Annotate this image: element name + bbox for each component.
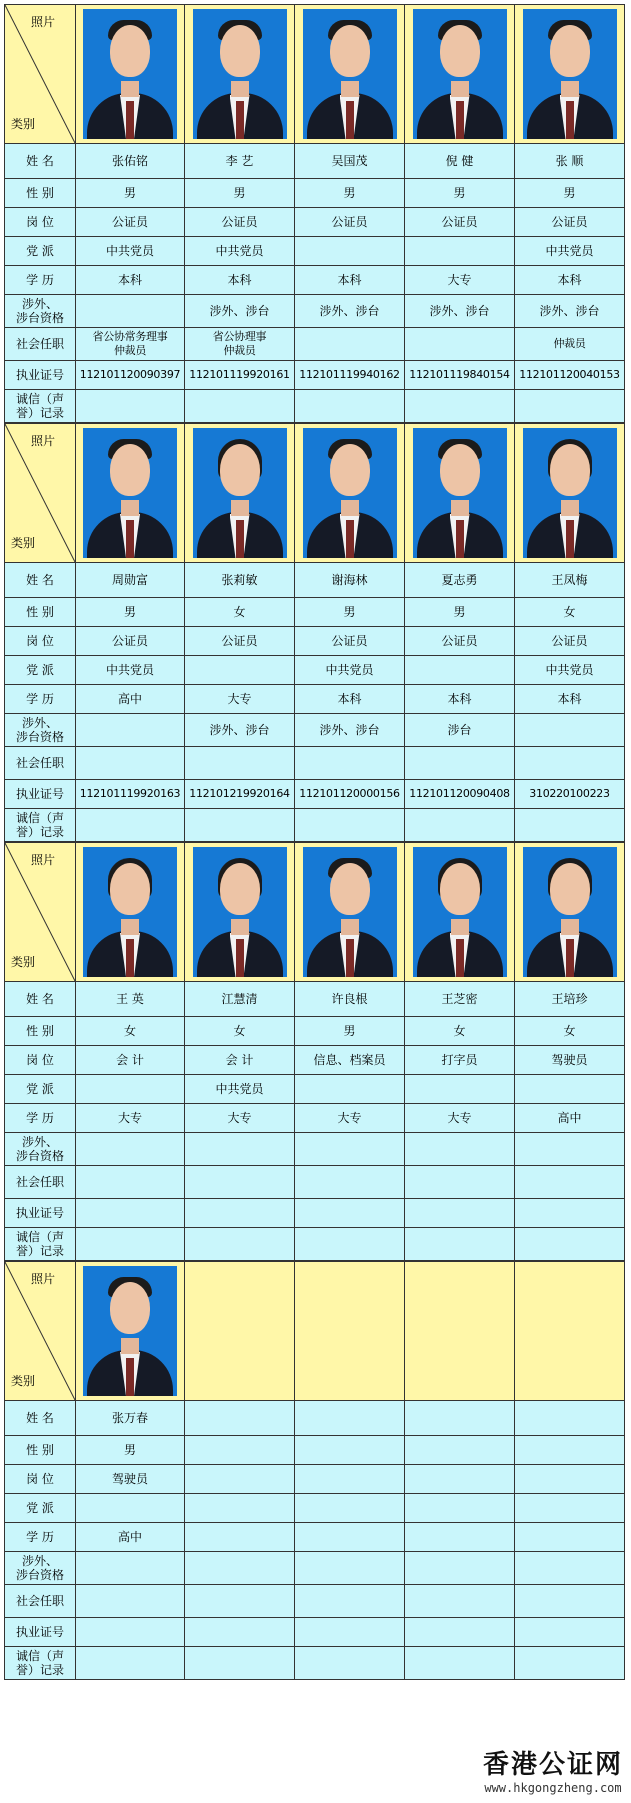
row-label: 社会任职 xyxy=(5,1585,76,1618)
staff-field-cell: 吴国茂 xyxy=(295,144,405,179)
staff-portrait xyxy=(413,428,507,558)
staff-field-cell xyxy=(76,809,185,842)
staff-field-cell: 夏志勇 xyxy=(405,563,515,598)
staff-field-cell: 张莉敏 xyxy=(185,563,295,598)
staff-field-cell: 男 xyxy=(515,179,625,208)
staff-field-cell xyxy=(185,1401,295,1436)
staff-field-cell: 涉外、涉台 xyxy=(295,295,405,328)
photo-cell xyxy=(76,424,185,563)
photo-cell xyxy=(515,424,625,563)
staff-field-cell xyxy=(76,1075,185,1104)
empty-photo-cell xyxy=(295,1262,405,1401)
staff-portrait xyxy=(523,847,617,977)
row-label: 性 别 xyxy=(5,1017,76,1046)
photo-cell xyxy=(295,5,405,144)
staff-field-cell: 男 xyxy=(76,179,185,208)
row-label: 涉外、 涉台资格 xyxy=(5,1133,76,1166)
row-label: 性 别 xyxy=(5,1436,76,1465)
staff-field-cell xyxy=(295,1618,405,1647)
staff-field-cell xyxy=(515,1618,625,1647)
header-corner-cell xyxy=(5,5,76,144)
staff-field-cell xyxy=(405,1133,515,1166)
staff-field-cell: 公证员 xyxy=(76,208,185,237)
row-label: 学 历 xyxy=(5,1104,76,1133)
category-header-label: 类别 xyxy=(11,117,36,131)
staff-field-cell xyxy=(405,1618,515,1647)
staff-field-cell xyxy=(515,1585,625,1618)
staff-field-cell: 112101120090408 xyxy=(405,780,515,809)
staff-field-cell xyxy=(405,390,515,423)
row-label: 涉外、 涉台资格 xyxy=(5,1552,76,1585)
row-label: 姓 名 xyxy=(5,1401,76,1436)
staff-field-cell xyxy=(405,1647,515,1680)
staff-field-cell: 女 xyxy=(76,1017,185,1046)
row-label: 执业证号 xyxy=(5,361,76,390)
staff-field-cell xyxy=(295,1552,405,1585)
staff-field-cell: 王 英 xyxy=(76,982,185,1017)
header-corner-cell xyxy=(5,1262,76,1401)
row-label: 诚信（声 誉）记录 xyxy=(5,1647,76,1680)
staff-field-cell xyxy=(76,1199,185,1228)
staff-field-cell xyxy=(515,809,625,842)
staff-field-cell: 涉外、涉台 xyxy=(185,714,295,747)
staff-field-cell xyxy=(295,1647,405,1680)
staff-field-cell: 许良根 xyxy=(295,982,405,1017)
row-label: 岗 位 xyxy=(5,208,76,237)
staff-field-cell: 谢海林 xyxy=(295,563,405,598)
staff-field-cell: 涉外、涉台 xyxy=(515,295,625,328)
staff-field-cell: 本科 xyxy=(76,266,185,295)
staff-field-cell xyxy=(76,1166,185,1199)
staff-field-cell xyxy=(185,1436,295,1465)
staff-field-cell: 公证员 xyxy=(405,208,515,237)
staff-field-cell xyxy=(295,1494,405,1523)
staff-portrait xyxy=(193,9,287,139)
staff-field-cell: 大专 xyxy=(295,1104,405,1133)
staff-field-cell: 112101120000156 xyxy=(295,780,405,809)
staff-field-cell: 男 xyxy=(76,1436,185,1465)
staff-portrait xyxy=(413,847,507,977)
row-label: 学 历 xyxy=(5,266,76,295)
staff-field-cell xyxy=(185,1585,295,1618)
staff-field-cell xyxy=(515,1228,625,1261)
staff-field-cell: 中共党员 xyxy=(295,656,405,685)
staff-field-cell: 大专 xyxy=(185,1104,295,1133)
photo-cell xyxy=(405,843,515,982)
photo-header-label: 照片 xyxy=(31,1272,56,1286)
staff-portrait xyxy=(83,1266,177,1396)
photo-header-label: 照片 xyxy=(31,15,56,29)
staff-field-cell: 公证员 xyxy=(515,208,625,237)
staff-field-cell xyxy=(185,390,295,423)
row-label: 执业证号 xyxy=(5,1618,76,1647)
staff-field-cell: 高中 xyxy=(76,1523,185,1552)
staff-field-cell: 王芝密 xyxy=(405,982,515,1017)
staff-portrait xyxy=(303,428,397,558)
row-label: 涉外、 涉台资格 xyxy=(5,714,76,747)
staff-field-cell xyxy=(515,1494,625,1523)
row-label: 执业证号 xyxy=(5,1199,76,1228)
staff-field-cell xyxy=(185,1199,295,1228)
row-label: 社会任职 xyxy=(5,328,76,361)
staff-field-cell: 男 xyxy=(295,1017,405,1046)
staff-portrait xyxy=(83,847,177,977)
staff-field-cell: 中共党员 xyxy=(515,656,625,685)
staff-field-cell: 涉台 xyxy=(405,714,515,747)
staff-field-cell: 涉外、涉台 xyxy=(185,295,295,328)
row-label: 性 别 xyxy=(5,598,76,627)
staff-field-cell xyxy=(515,1647,625,1680)
staff-field-cell: 中共党员 xyxy=(185,1075,295,1104)
staff-field-cell xyxy=(405,1465,515,1494)
category-header-label: 类别 xyxy=(11,955,36,969)
photo-cell xyxy=(185,5,295,144)
row-label: 姓 名 xyxy=(5,563,76,598)
staff-field-cell xyxy=(185,1618,295,1647)
staff-field-cell xyxy=(185,1494,295,1523)
photo-cell xyxy=(185,843,295,982)
staff-field-cell: 本科 xyxy=(295,266,405,295)
watermark-url: www.hkgongzheng.com xyxy=(484,1781,622,1795)
staff-field-cell: 仲裁员 xyxy=(515,328,625,361)
staff-directory xyxy=(4,4,624,1680)
staff-field-cell xyxy=(185,656,295,685)
staff-field-cell xyxy=(76,390,185,423)
staff-field-cell: 男 xyxy=(405,598,515,627)
staff-field-cell xyxy=(515,747,625,780)
staff-field-cell xyxy=(405,1075,515,1104)
staff-field-cell xyxy=(76,1618,185,1647)
staff-field-cell: 112101120090397 xyxy=(76,361,185,390)
staff-field-cell xyxy=(405,1494,515,1523)
staff-field-cell: 男 xyxy=(295,179,405,208)
staff-field-cell xyxy=(295,1465,405,1494)
staff-field-cell: 省公协理事 仲裁员 xyxy=(185,328,295,361)
staff-field-cell xyxy=(295,1228,405,1261)
header-corner-cell xyxy=(5,843,76,982)
empty-photo-cell xyxy=(515,1262,625,1401)
staff-field-cell: 女 xyxy=(185,1017,295,1046)
header-corner-cell xyxy=(5,424,76,563)
staff-field-cell: 打字员 xyxy=(405,1046,515,1075)
staff-field-cell: 信息、档案员 xyxy=(295,1046,405,1075)
staff-field-cell xyxy=(295,809,405,842)
row-label: 诚信（声 誉）记录 xyxy=(5,390,76,423)
staff-field-cell xyxy=(405,1166,515,1199)
staff-field-cell: 公证员 xyxy=(185,627,295,656)
empty-photo-cell xyxy=(185,1262,295,1401)
row-label: 岗 位 xyxy=(5,1465,76,1494)
staff-field-cell xyxy=(515,1465,625,1494)
staff-field-cell: 公证员 xyxy=(405,627,515,656)
staff-field-cell: 驾驶员 xyxy=(76,1465,185,1494)
staff-field-cell xyxy=(185,1133,295,1166)
staff-field-cell: 高中 xyxy=(515,1104,625,1133)
staff-field-cell: 中共党员 xyxy=(515,237,625,266)
photo-cell xyxy=(76,1262,185,1401)
staff-field-cell: 男 xyxy=(405,179,515,208)
photo-cell xyxy=(515,843,625,982)
row-label: 性 别 xyxy=(5,179,76,208)
staff-field-cell: 女 xyxy=(515,1017,625,1046)
staff-field-cell: 大专 xyxy=(185,685,295,714)
staff-field-cell: 张佑铭 xyxy=(76,144,185,179)
staff-field-cell: 112101119920161 xyxy=(185,361,295,390)
staff-field-cell xyxy=(295,1436,405,1465)
row-label: 党 派 xyxy=(5,1494,76,1523)
staff-field-cell: 112101120040153 xyxy=(515,361,625,390)
staff-field-cell xyxy=(515,714,625,747)
empty-photo-cell xyxy=(405,1262,515,1401)
staff-field-cell xyxy=(185,1647,295,1680)
staff-field-cell xyxy=(405,1552,515,1585)
staff-section xyxy=(4,4,625,423)
staff-field-cell: 江慧清 xyxy=(185,982,295,1017)
photo-cell xyxy=(405,424,515,563)
staff-field-cell: 涉外、涉台 xyxy=(295,714,405,747)
photo-cell xyxy=(515,5,625,144)
staff-field-cell xyxy=(405,809,515,842)
staff-field-cell xyxy=(515,1401,625,1436)
staff-field-cell xyxy=(295,747,405,780)
row-label: 学 历 xyxy=(5,685,76,714)
staff-field-cell xyxy=(405,1436,515,1465)
staff-field-cell xyxy=(405,656,515,685)
staff-field-cell xyxy=(295,1585,405,1618)
staff-portrait xyxy=(523,9,617,139)
photo-cell xyxy=(76,843,185,982)
row-label: 姓 名 xyxy=(5,144,76,179)
row-label: 党 派 xyxy=(5,237,76,266)
staff-field-cell: 公证员 xyxy=(295,208,405,237)
staff-field-cell: 中共党员 xyxy=(76,656,185,685)
staff-field-cell xyxy=(515,390,625,423)
staff-field-cell: 中共党员 xyxy=(76,237,185,266)
row-label: 学 历 xyxy=(5,1523,76,1552)
row-label: 执业证号 xyxy=(5,780,76,809)
staff-field-cell xyxy=(405,1228,515,1261)
staff-field-cell: 公证员 xyxy=(185,208,295,237)
staff-field-cell xyxy=(295,1199,405,1228)
staff-field-cell: 省公协常务理事 仲裁员 xyxy=(76,328,185,361)
staff-field-cell: 大专 xyxy=(405,1104,515,1133)
staff-field-cell xyxy=(185,747,295,780)
staff-field-cell xyxy=(405,1523,515,1552)
staff-field-cell xyxy=(76,295,185,328)
staff-field-cell: 王培珍 xyxy=(515,982,625,1017)
staff-field-cell xyxy=(76,747,185,780)
staff-field-cell: 本科 xyxy=(515,266,625,295)
staff-field-cell: 112101219920164 xyxy=(185,780,295,809)
staff-field-cell: 本科 xyxy=(405,685,515,714)
staff-field-cell xyxy=(295,1166,405,1199)
staff-field-cell: 大专 xyxy=(76,1104,185,1133)
photo-cell xyxy=(295,424,405,563)
staff-section xyxy=(4,423,625,842)
row-label: 姓 名 xyxy=(5,982,76,1017)
staff-field-cell: 本科 xyxy=(185,266,295,295)
staff-field-cell xyxy=(76,1585,185,1618)
staff-portrait xyxy=(413,9,507,139)
row-label: 社会任职 xyxy=(5,747,76,780)
staff-field-cell: 周勋富 xyxy=(76,563,185,598)
staff-field-cell xyxy=(76,1552,185,1585)
staff-field-cell: 会 计 xyxy=(185,1046,295,1075)
staff-field-cell xyxy=(295,237,405,266)
staff-field-cell: 112101119840154 xyxy=(405,361,515,390)
photo-cell xyxy=(295,843,405,982)
photo-cell xyxy=(405,5,515,144)
staff-field-cell xyxy=(76,1647,185,1680)
staff-field-cell: 男 xyxy=(185,179,295,208)
staff-field-cell xyxy=(515,1133,625,1166)
row-label: 党 派 xyxy=(5,656,76,685)
photo-cell xyxy=(76,5,185,144)
staff-field-cell xyxy=(295,1401,405,1436)
staff-field-cell: 驾驶员 xyxy=(515,1046,625,1075)
staff-field-cell xyxy=(515,1075,625,1104)
row-label: 岗 位 xyxy=(5,1046,76,1075)
photo-cell xyxy=(185,424,295,563)
category-header-label: 类别 xyxy=(11,536,36,550)
staff-field-cell xyxy=(295,1133,405,1166)
photo-header-label: 照片 xyxy=(31,434,56,448)
staff-field-cell: 公证员 xyxy=(515,627,625,656)
staff-field-cell xyxy=(405,1585,515,1618)
staff-field-cell: 王凤梅 xyxy=(515,563,625,598)
staff-field-cell xyxy=(185,1523,295,1552)
staff-field-cell: 张 顺 xyxy=(515,144,625,179)
staff-field-cell xyxy=(185,1552,295,1585)
staff-portrait xyxy=(193,847,287,977)
staff-field-cell xyxy=(405,1401,515,1436)
staff-field-cell: 女 xyxy=(405,1017,515,1046)
row-label: 社会任职 xyxy=(5,1166,76,1199)
staff-field-cell xyxy=(185,1166,295,1199)
staff-field-cell: 倪 健 xyxy=(405,144,515,179)
staff-field-cell: 公证员 xyxy=(295,627,405,656)
staff-field-cell xyxy=(515,1436,625,1465)
staff-field-cell: 中共党员 xyxy=(185,237,295,266)
staff-field-cell xyxy=(295,328,405,361)
site-watermark xyxy=(483,1744,623,1795)
staff-field-cell xyxy=(405,328,515,361)
staff-field-cell xyxy=(185,1228,295,1261)
category-header-label: 类别 xyxy=(11,1374,36,1388)
staff-field-cell: 大专 xyxy=(405,266,515,295)
staff-field-cell: 男 xyxy=(295,598,405,627)
staff-field-cell: 高中 xyxy=(76,685,185,714)
staff-field-cell: 310220100223 xyxy=(515,780,625,809)
watermark-title: 香港公证网 xyxy=(482,1750,623,1780)
staff-field-cell: 会 计 xyxy=(76,1046,185,1075)
staff-portrait xyxy=(303,9,397,139)
staff-field-cell: 本科 xyxy=(515,685,625,714)
staff-portrait xyxy=(83,428,177,558)
staff-field-cell xyxy=(515,1166,625,1199)
staff-field-cell xyxy=(76,1494,185,1523)
staff-field-cell: 112101119940162 xyxy=(295,361,405,390)
staff-field-cell: 张万春 xyxy=(76,1401,185,1436)
staff-field-cell xyxy=(295,1075,405,1104)
staff-field-cell xyxy=(405,747,515,780)
staff-field-cell xyxy=(515,1552,625,1585)
staff-field-cell: 女 xyxy=(515,598,625,627)
staff-portrait xyxy=(83,9,177,139)
staff-field-cell xyxy=(295,390,405,423)
row-label: 涉外、 涉台资格 xyxy=(5,295,76,328)
staff-field-cell xyxy=(185,809,295,842)
staff-field-cell: 李 艺 xyxy=(185,144,295,179)
staff-field-cell: 涉外、涉台 xyxy=(405,295,515,328)
staff-field-cell xyxy=(76,1228,185,1261)
row-label: 诚信（声 誉）记录 xyxy=(5,809,76,842)
staff-field-cell: 女 xyxy=(185,598,295,627)
row-label: 诚信（声 誉）记录 xyxy=(5,1228,76,1261)
staff-field-cell: 本科 xyxy=(295,685,405,714)
staff-section xyxy=(4,842,625,1261)
staff-field-cell xyxy=(295,1523,405,1552)
staff-field-cell: 公证员 xyxy=(76,627,185,656)
staff-field-cell: 男 xyxy=(76,598,185,627)
staff-field-cell: 112101119920163 xyxy=(76,780,185,809)
staff-portrait xyxy=(523,428,617,558)
photo-header-label: 照片 xyxy=(31,853,56,867)
staff-field-cell xyxy=(515,1199,625,1228)
staff-field-cell xyxy=(185,1465,295,1494)
row-label: 党 派 xyxy=(5,1075,76,1104)
staff-field-cell xyxy=(76,714,185,747)
staff-field-cell xyxy=(405,1199,515,1228)
staff-section xyxy=(4,1261,625,1680)
staff-portrait xyxy=(193,428,287,558)
staff-field-cell xyxy=(515,1523,625,1552)
staff-portrait xyxy=(303,847,397,977)
staff-field-cell xyxy=(405,237,515,266)
staff-field-cell xyxy=(76,1133,185,1166)
row-label: 岗 位 xyxy=(5,627,76,656)
